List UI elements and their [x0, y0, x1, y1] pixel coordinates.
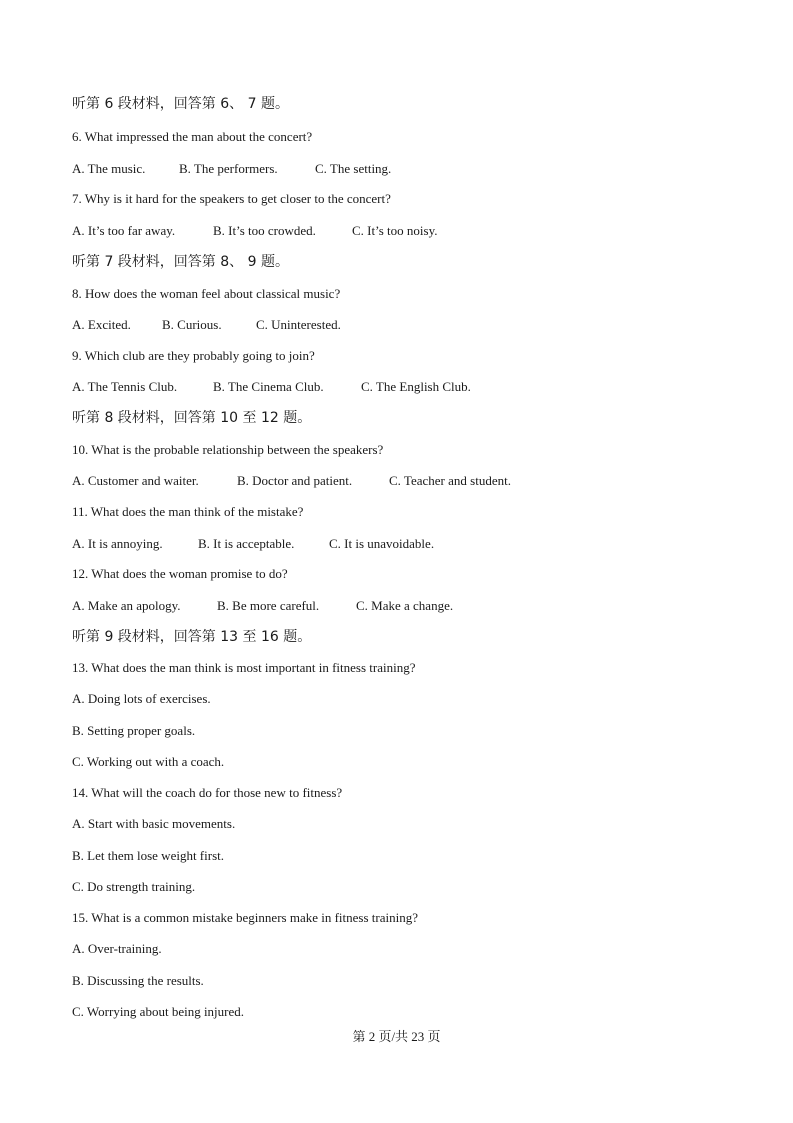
question-8: 8. How does the woman feel about classical music?: [72, 286, 341, 301]
options-12: [72, 598, 453, 614]
option-9-c: C. The English Club.: [361, 379, 471, 394]
page-number-footer: 第 2 页/共 23 页: [352, 1029, 441, 1044]
section-heading-7: 听第 7 段材料，回答第 8、 9 题。: [72, 254, 289, 270]
options-7: [72, 223, 437, 239]
option-14-c: C. Do strength training.: [72, 879, 196, 894]
option-10-b: B. Doctor and patient.: [237, 473, 353, 488]
options-11: [72, 536, 434, 552]
option-7-b: B. It’s too crowded.: [213, 223, 316, 238]
option-11-b: B. It is acceptable.: [198, 536, 295, 551]
section-heading-9: 听第 9 段材料，回答第 13 至 16 题。: [72, 629, 312, 645]
section-heading-8: 听第 8 段材料，回答第 10 至 12 题。: [72, 410, 312, 426]
options-8: [72, 317, 341, 333]
question-6: 6. What impressed the man about the concert?: [72, 129, 313, 144]
question-7: 7. Why is it hard for the speakers to get closer to the concert?: [72, 191, 391, 206]
option-11-c: C. It is unavoidable.: [329, 536, 435, 551]
question-11: 11. What does the man think of the mistake?: [72, 504, 304, 519]
options-10: [72, 473, 511, 489]
option-15-c: C. Worrying about being injured.: [72, 1004, 245, 1019]
option-14-a: A. Start with basic movements.: [72, 816, 236, 831]
option-6-b: B. The performers.: [179, 161, 278, 176]
question-13: 13. What does the man think is most important in fitness training?: [72, 660, 416, 675]
option-12-b: B. Be more careful.: [217, 598, 320, 613]
option-13-c: C. Working out with a coach.: [72, 754, 225, 769]
options-9: [72, 379, 471, 395]
option-12-a: A. Make an apology.: [72, 598, 181, 613]
options-6: [72, 161, 391, 177]
option-7-a: A. It’s too far away.: [72, 223, 176, 238]
option-8-b: B. Curious.: [162, 317, 222, 332]
option-8-c: C. Uninterested.: [256, 317, 341, 332]
option-14-b: B. Let them lose weight first.: [72, 848, 225, 863]
option-7-c: C. It’s too noisy.: [352, 223, 438, 238]
question-14: 14. What will the coach do for those new to fitness?: [72, 785, 343, 800]
option-6-c: C. The setting.: [315, 161, 392, 176]
option-15-b: B. Discussing the results.: [72, 973, 204, 988]
option-13-a: A. Doing lots of exercises.: [72, 691, 211, 706]
option-9-b: B. The Cinema Club.: [213, 379, 324, 394]
question-9: 9. Which club are they probably going to join?: [72, 348, 315, 363]
option-11-a: A. It is annoying.: [72, 536, 163, 551]
option-6-a: A. The music.: [72, 161, 146, 176]
question-12: 12. What does the woman promise to do?: [72, 566, 288, 581]
option-15-a: A. Over-training.: [72, 941, 162, 956]
option-13-b: B. Setting proper goals.: [72, 723, 196, 738]
option-10-a: A. Customer and waiter.: [72, 473, 199, 488]
option-8-a: A. Excited.: [72, 317, 131, 332]
section-heading-6: 听第 6 段材料，回答第 6、 7 题。: [72, 96, 289, 112]
option-9-a: A. The Tennis Club.: [72, 379, 178, 394]
option-10-c: C. Teacher and student.: [389, 473, 511, 488]
question-10: 10. What is the probable relationship between the speakers?: [72, 442, 384, 457]
question-15: 15. What is a common mistake beginners make in fitness training?: [72, 910, 418, 925]
option-12-c: C. Make a change.: [356, 598, 454, 613]
